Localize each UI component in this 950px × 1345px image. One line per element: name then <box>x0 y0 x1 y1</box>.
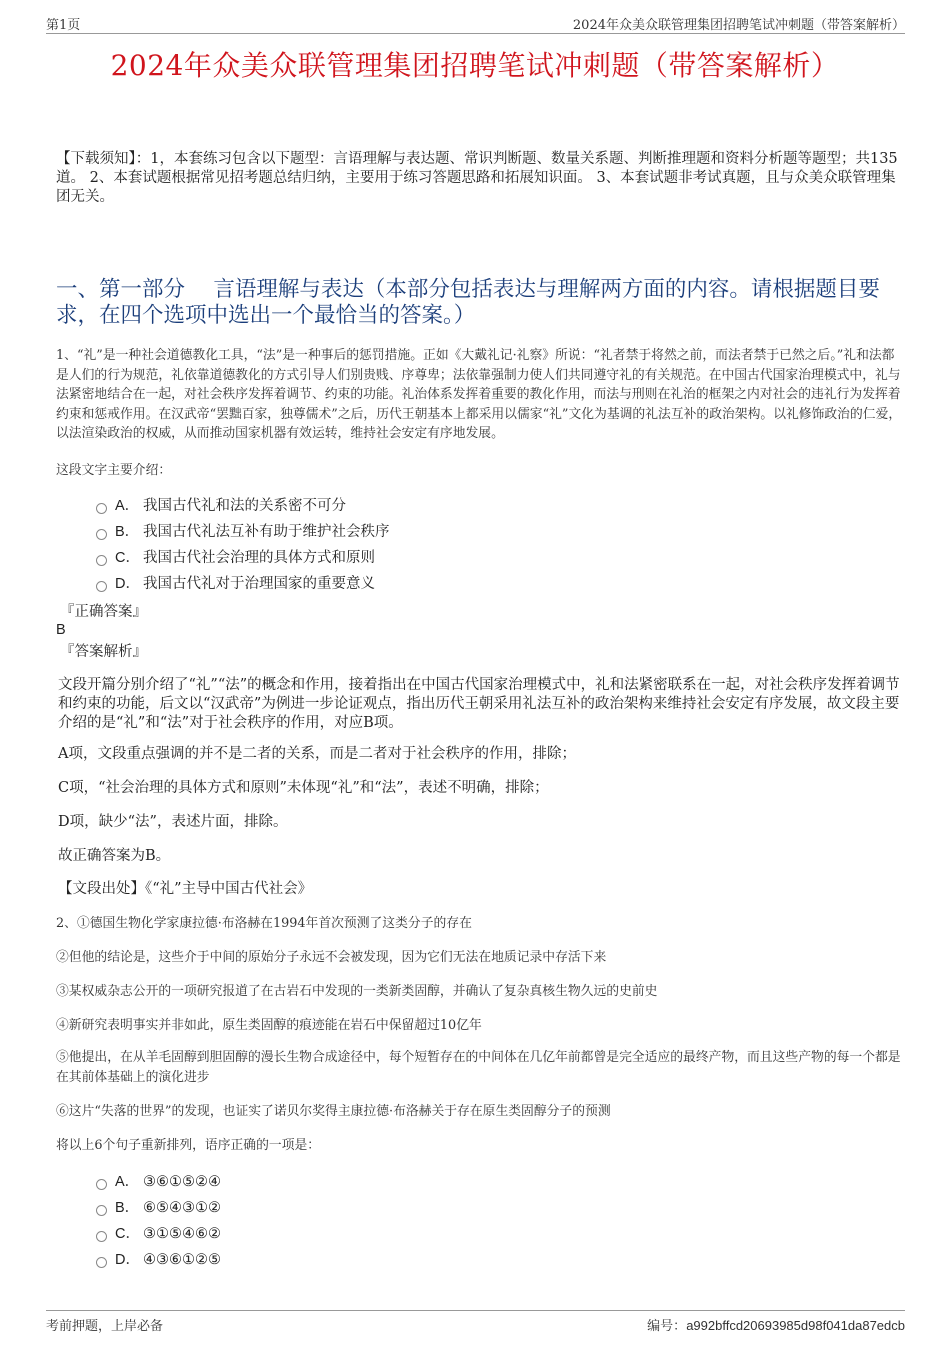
page-number: 第1页 <box>46 18 81 33</box>
question-1-prompt: 这段文字主要介绍： <box>56 463 172 478</box>
question-1-stem: 1、“礼”是一种社会道德教化工具，“法”是一种事后的惩罚措施。正如《大戴礼记·礼察》所说：“礼者禁于将然之前，而法者禁于已然之后。”礼和法都是人们的行为规范，礼依靠道德教化的方式引导人们别贵贱、序尊卑；法依靠强制力使人们共同遵守礼的有关规范。在中国古代国家治理模式中，礼与法紧密地结合在一起，对社会秩序发挥着调节、约束的功能。礼治体系发挥着重要的教化作用，而法与刑则在礼治的框架之内对社会的违礼行为发挥着约束和惩戒作用。在汉武帝“罢黜百家，独尊儒术”之后，历代王朝基本上都采用以儒家“礼”文化为基调的礼法互补的政治架构。以礼修饰政治的仁爱，以法渲染政治的权威，从而推动国家机器有效运转，维持社会安定有序地发展。 <box>56 348 902 441</box>
question-2-sentence-5: ⑤他提出，在从羊毛固醇到胆固醇的漫长生物合成途径中，每个短暂存在的中间体在几亿年前都曾是完全适应的最终产物，而且这些产物的每一个都是在其前体基础上的演化进步 <box>56 1050 901 1085</box>
radio-icon[interactable] <box>96 555 107 566</box>
analysis-conclusion: 故正确答案为B。 <box>58 848 171 864</box>
section-heading: 一、第一部分 言语理解与表达（本部分包括表达与理解两方面的内容。请根据题目要求，在四个选项中选出一个最恰当的答案。） <box>56 277 880 328</box>
question-2-prompt: 将以上6个句子重新排列，语序正确的一项是： <box>56 1138 321 1153</box>
header-divider <box>46 33 905 34</box>
radio-icon[interactable] <box>96 1205 107 1216</box>
question-1-option-b[interactable]: B． 我国古代礼法互补有助于维护社会秩序 <box>96 523 390 541</box>
question-2-option-c[interactable]: C． ③①⑤④⑥② <box>96 1225 221 1243</box>
radio-icon[interactable] <box>96 1231 107 1242</box>
download-notice: 【下载须知】：1，本套练习包含以下题型：言语理解与表达题、常识判断题、数量关系题、判断推理题和资料分析题等题型；共135道。 2、本套试题根据常见招考题总结归纳，主要用于练习答题思路和拓展知识面。 3、本套试题非考试真题，且与众美众联管理集团无关。 <box>56 151 898 205</box>
document-title: 2024年众美众联管理集团招聘笔试冲刺题（带答案解析） <box>110 49 840 82</box>
correct-answer-label: 『正确答案』 <box>60 604 147 620</box>
question-1-option-c[interactable]: C． 我国古代社会治理的具体方式和原则 <box>96 549 375 567</box>
question-2-sentence-4: ④新研究表明事实并非如此，原生类固醇的痕迹能在岩石中保留超过10亿年 <box>56 1018 482 1033</box>
question-1-option-d[interactable]: D． 我国古代礼对于治理国家的重要意义 <box>96 575 375 593</box>
document-code <box>647 1315 905 1334</box>
correct-answer-value: B <box>56 622 66 638</box>
passage-source: 【文段出处】《“礼”主导中国古代社会》 <box>58 881 313 897</box>
document-code-label: 编号： <box>647 1319 687 1334</box>
question-2-option-d[interactable]: D． ④③⑥①②⑤ <box>96 1251 221 1269</box>
analysis-label: 『答案解析』 <box>60 644 147 660</box>
analysis-option-c: C项，“社会治理的具体方式和原则”未体现“礼”和“法”，表述不明确，排除； <box>58 780 549 796</box>
question-1-option-a[interactable]: A． 我国古代礼和法的关系密不可分 <box>96 497 346 515</box>
question-2-option-b[interactable]: B． ⑥⑤④③①② <box>96 1199 221 1217</box>
running-header-title: 2024年众美众联管理集团招聘笔试冲刺题（带答案解析） <box>572 18 905 33</box>
radio-icon[interactable] <box>96 1257 107 1268</box>
question-2-sentence-3: ③某权威杂志公开的一项研究报道了在古岩石中发现的一类新类固醇，并确认了复杂真核生物久远的史前史 <box>56 984 658 999</box>
document-code-value: a992bffcd20693985d98f041da87edcb <box>686 1318 905 1333</box>
analysis-paragraph: 文段开篇分别介绍了“礼”“法”的概念和作用，接着指出在中国古代国家治理模式中，礼和法紧密联系在一起，对社会秩序发挥着调节和约束的功能，后文以“汉武帝”为例进一步论证观点，指出历代王朝采用礼法互补的政治架构来维持社会安定有序发展，故文段主要介绍的是“礼”和“法”对于社会秩序的作用，对应B项。 <box>58 677 900 731</box>
radio-icon[interactable] <box>96 1179 107 1190</box>
question-2-sentence-6: ⑥这片“失落的世界”的发现，也证实了诺贝尔奖得主康拉德·布洛赫关于存在原生类固醇分子的预测 <box>56 1104 611 1119</box>
analysis-option-a: A项，文段重点强调的并不是二者的关系，而是二者对于社会秩序的作用，排除； <box>58 746 576 762</box>
radio-icon[interactable] <box>96 503 107 514</box>
footer-divider <box>46 1310 905 1311</box>
question-2-option-a[interactable]: A． ③⑥①⑤②④ <box>96 1173 221 1191</box>
question-2-sentence-1: 2、①德国生物化学家康拉德·布洛赫在1994年首次预测了这类分子的存在 <box>56 916 472 931</box>
footer-slogan: 考前押题，上岸必备 <box>46 1319 164 1334</box>
radio-icon[interactable] <box>96 581 107 592</box>
analysis-option-d: D项，缺少“法”，表述片面，排除。 <box>58 814 288 830</box>
radio-icon[interactable] <box>96 529 107 540</box>
question-2-sentence-2: ②但他的结论是，这些介于中间的原始分子永远不会被发现，因为它们无法在地质记录中存活下来 <box>56 950 607 965</box>
